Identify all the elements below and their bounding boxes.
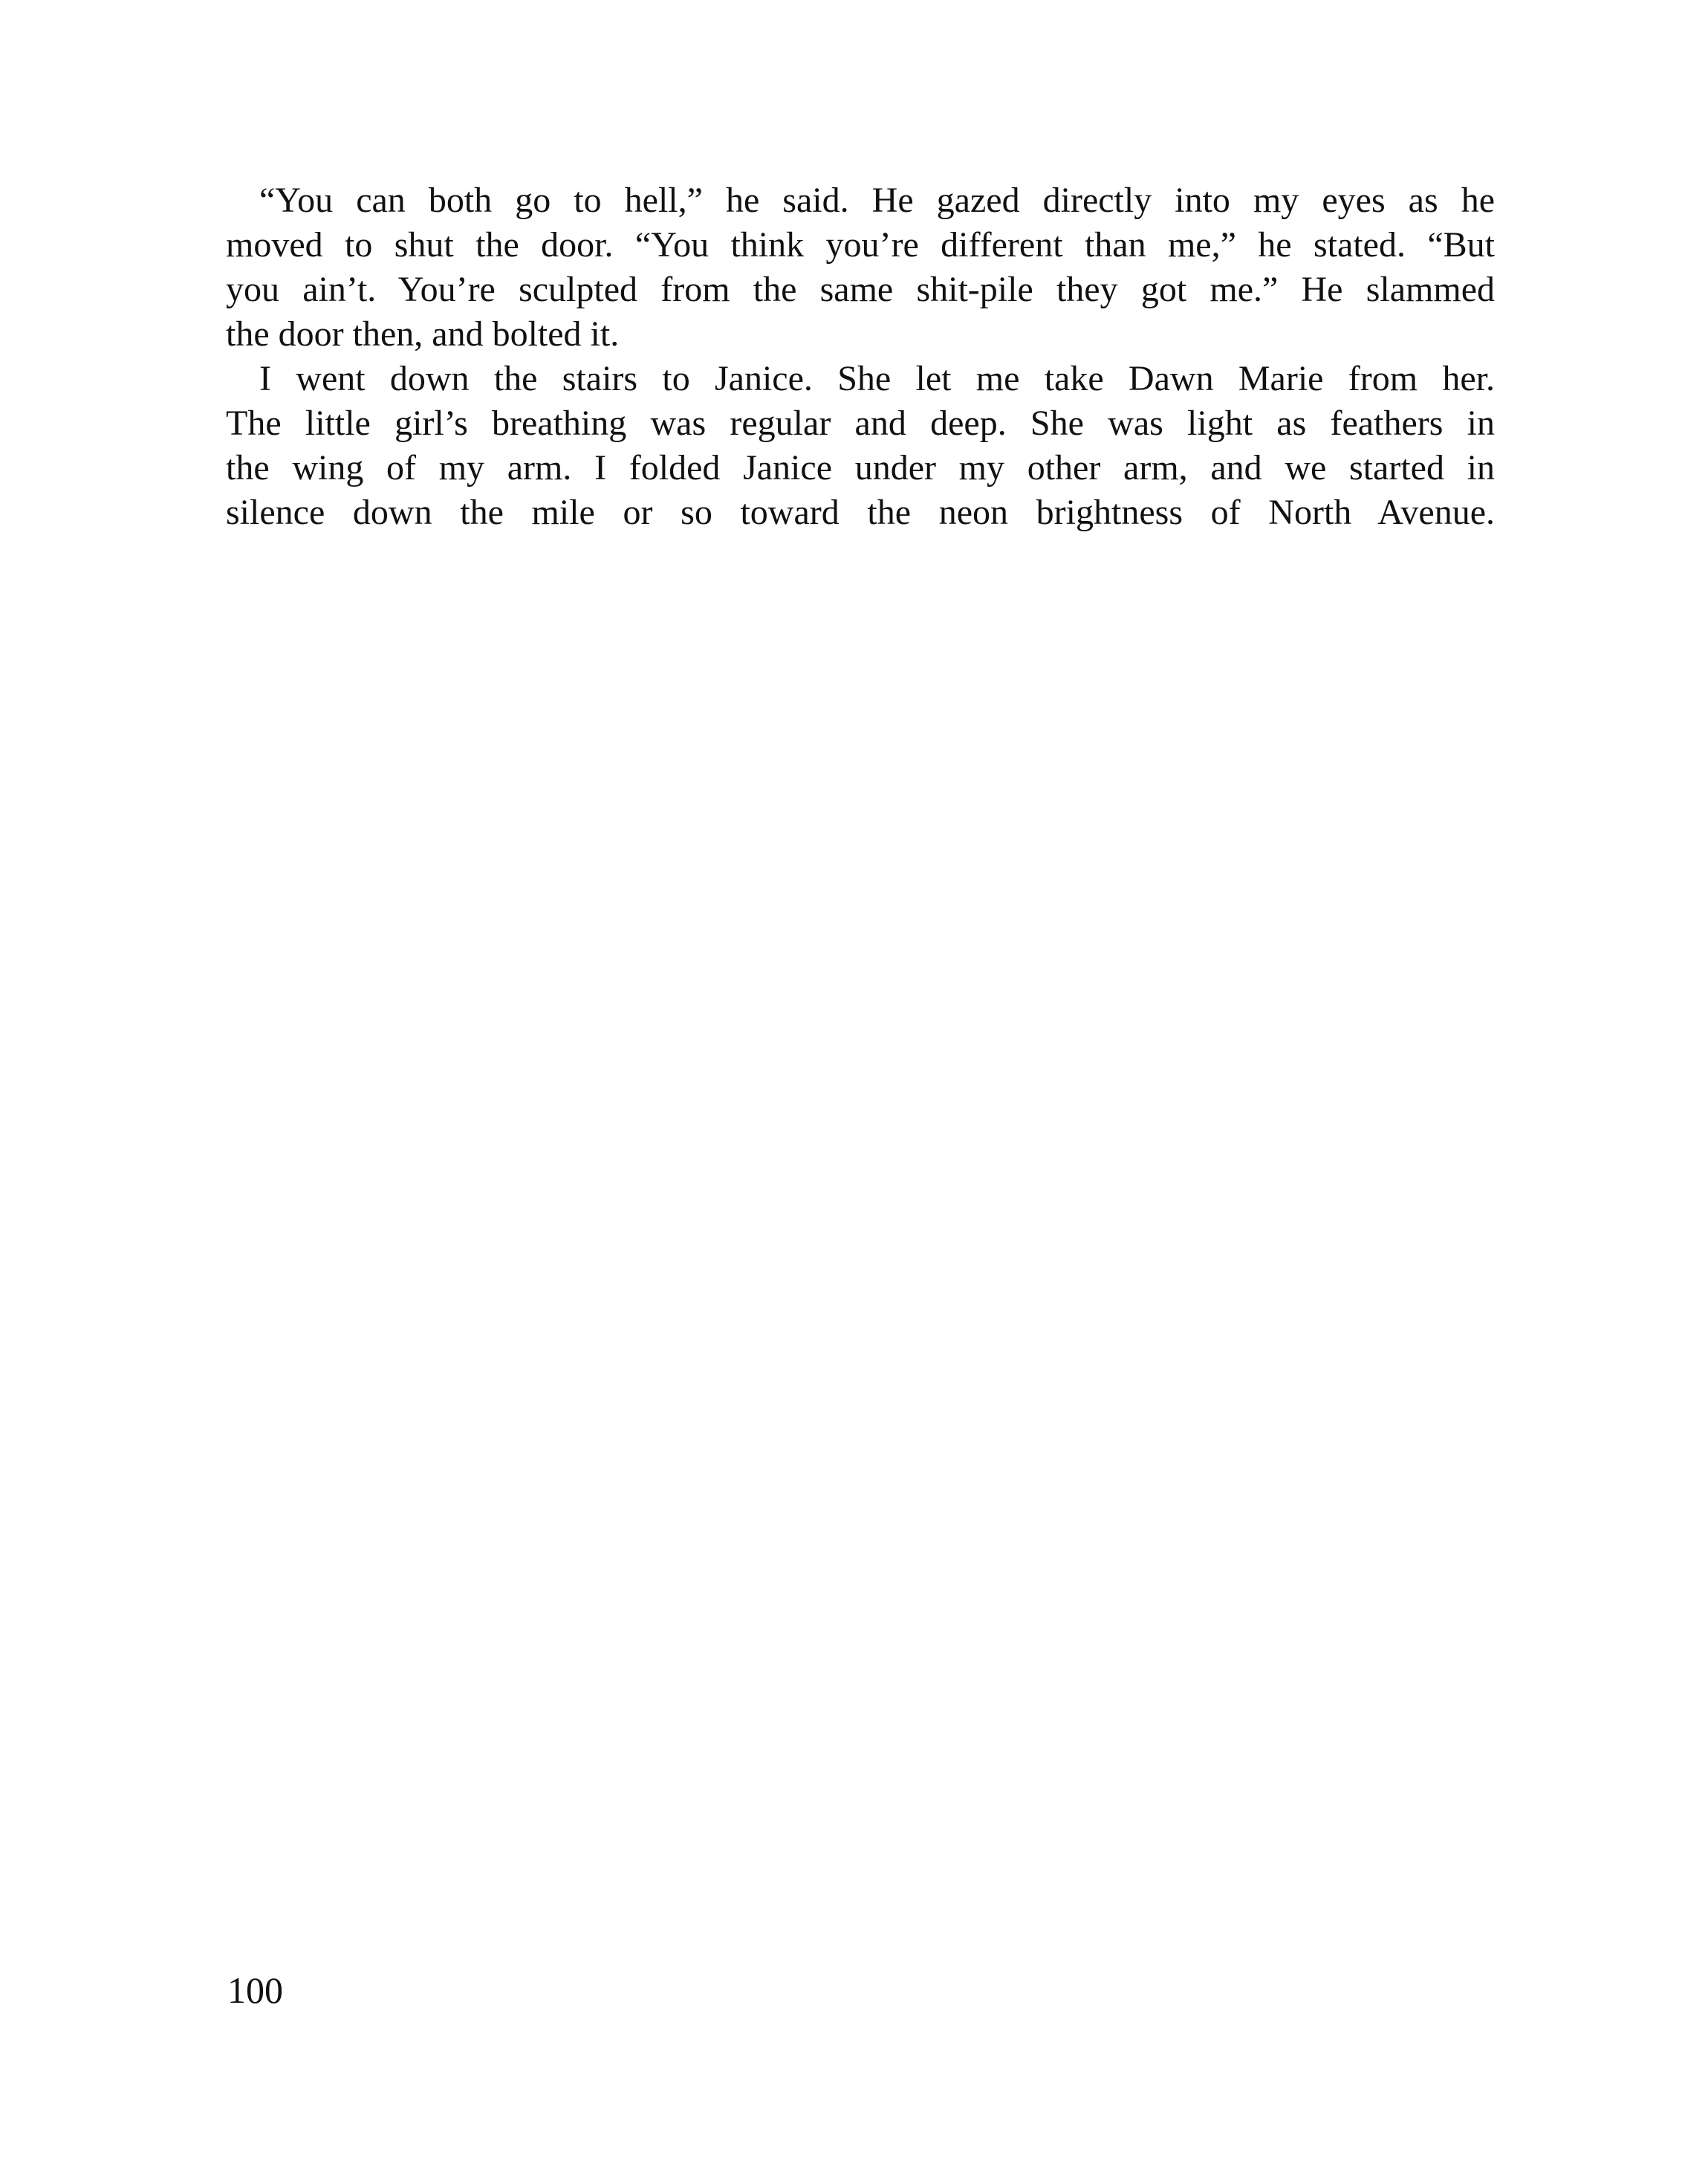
text-line: “You can both go to hell,” he said. He gazed directly into my eyes as he <box>259 181 1495 220</box>
text-line: silence down the mile or so toward the neon brightness of North Avenue. <box>226 493 1495 532</box>
text-line: the wing of my arm. I folded Janice under my other arm, and we started in <box>226 448 1495 488</box>
page-number: 100 <box>227 1969 283 2011</box>
text-line: moved to shut the door. “You think you’re different than me,” he stated. “But <box>226 225 1495 265</box>
text-line: the door then, and bolted it. <box>226 314 620 354</box>
text-line: I went down the stairs to Janice. She let me take Dawn Marie from her. <box>259 359 1495 398</box>
text-line: The little girl’s breathing was regular and deep. She was light as feathers in <box>226 404 1495 443</box>
body-text <box>226 178 1495 535</box>
text-line: you ain’t. You’re sculpted from the same shit-pile they got me.” He slammed <box>226 270 1495 309</box>
